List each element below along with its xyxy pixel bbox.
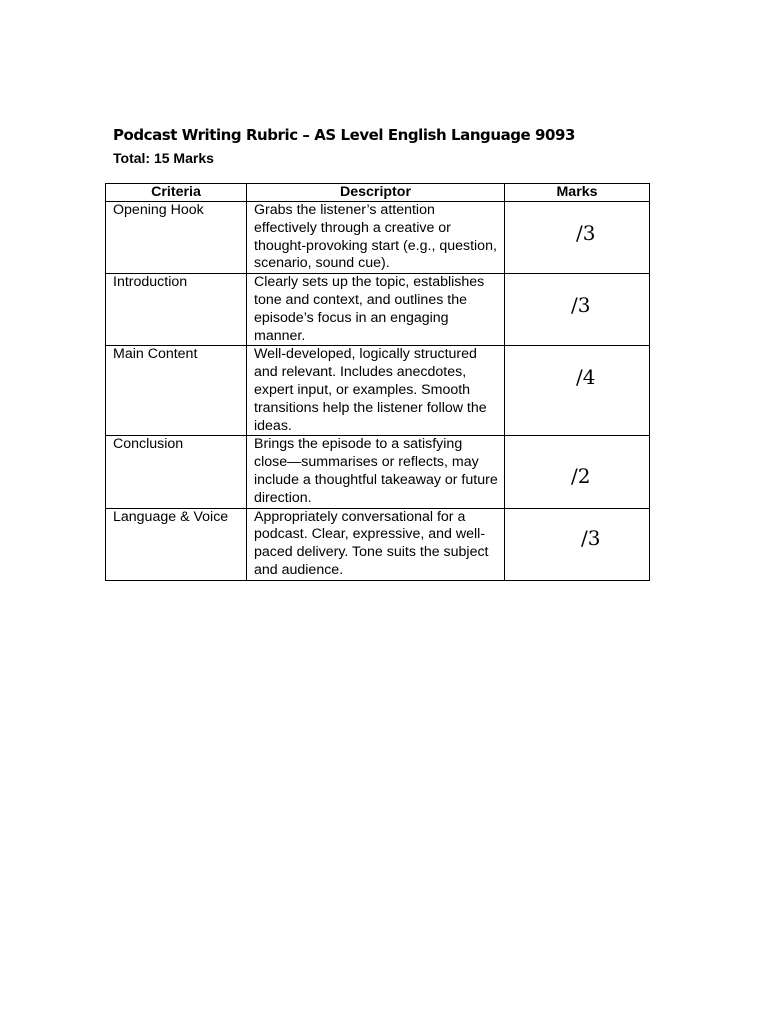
marks-value: /3	[581, 525, 601, 550]
marks-value: /4	[576, 365, 596, 390]
table-row	[106, 508, 650, 580]
criteria-cell: Conclusion	[106, 436, 247, 508]
table-row	[106, 436, 650, 508]
marks-cell	[505, 346, 650, 436]
header-descriptor: Descriptor	[247, 184, 505, 202]
marks-cell	[505, 202, 650, 274]
descriptor-cell: Appropriately conversational for a podcast. Clear, expressive, and well-paced delivery. Tone suits the subject and audience.	[247, 508, 505, 580]
table-row	[106, 346, 650, 436]
descriptor-cell: Brings the episode to a satisfying close—summarises or reflects, may include a thoughtful takeaway or future direction.	[247, 436, 505, 508]
document-title: Podcast Writing Rubric – AS Level English Language 9093	[113, 126, 575, 144]
rubric-table	[105, 183, 650, 581]
marks-value: /3	[571, 293, 591, 318]
criteria-cell: Language & Voice	[106, 508, 247, 580]
descriptor-cell: Grabs the listener’s attention effectively through a creative or thought-provoking start (e.g., question, scenario, sound cue).	[247, 202, 505, 274]
marks-cell	[505, 508, 650, 580]
marks-cell	[505, 436, 650, 508]
table-row	[106, 274, 650, 346]
criteria-cell: Opening Hook	[106, 202, 247, 274]
table-header-row	[106, 184, 650, 202]
criteria-cell: Introduction	[106, 274, 247, 346]
header-marks: Marks	[505, 184, 650, 202]
total-marks: Total: 15 Marks	[113, 150, 214, 166]
marks-value: /2	[571, 464, 591, 489]
descriptor-cell: Well-developed, logically structured and relevant. Includes anecdotes, expert input, or examples. Smooth transitions help the listener follow the ideas.	[247, 346, 505, 436]
table-row	[106, 202, 650, 274]
marks-value: /3	[576, 221, 596, 245]
descriptor-cell: Clearly sets up the topic, establishes tone and context, and outlines the episode’s focus in an engaging manner.	[247, 274, 505, 346]
criteria-cell: Main Content	[106, 346, 247, 436]
marks-cell	[505, 274, 650, 346]
header-criteria: Criteria	[106, 184, 247, 202]
